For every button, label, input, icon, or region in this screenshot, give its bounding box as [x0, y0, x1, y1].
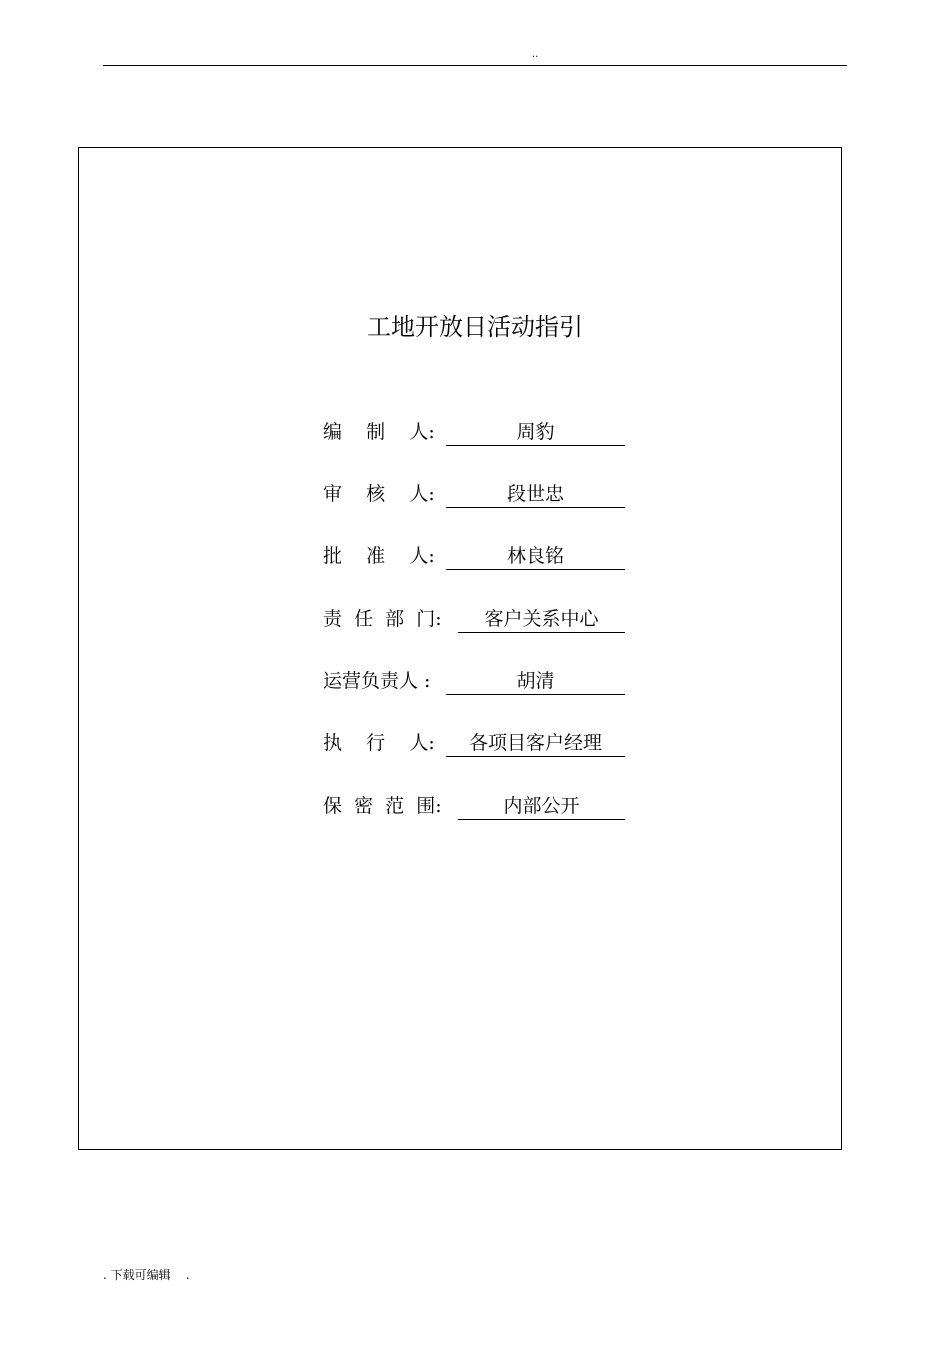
field-executor: [323, 729, 633, 757]
field-value: 客户关系中心: [484, 608, 599, 630]
field-value: 内部公开: [503, 795, 580, 817]
field-value: 各项目客户经理: [468, 732, 602, 754]
field-value: 周豹: [516, 421, 555, 443]
field-label: 批 准 人:: [323, 545, 435, 567]
cover-frame: [78, 147, 842, 1150]
header-mark: ..: [532, 49, 539, 60]
field-value: 胡清: [516, 670, 555, 692]
field-department: [323, 605, 633, 633]
field-reviewer: [323, 480, 633, 508]
field-label: 执 行 人:: [323, 732, 435, 754]
field-label: 责 任 部 门:: [323, 608, 442, 630]
document-title: 工地开放日活动指引: [367, 313, 583, 341]
field-label: 保 密 范 围:: [323, 795, 442, 817]
field-operations-lead: [323, 667, 633, 695]
field-value: 林良铭: [506, 545, 564, 567]
field-confidentiality: [323, 792, 633, 820]
field-label: 运营负责人 :: [323, 670, 431, 692]
footer-note: . 下载可编辑 .: [103, 1268, 190, 1282]
field-label: 编 制 人:: [323, 421, 435, 443]
header-rule: [103, 65, 847, 66]
field-approver: [323, 542, 633, 570]
field-value: 段世忠: [506, 483, 564, 505]
field-editor: [323, 418, 633, 446]
field-label: 审 核 人:: [323, 483, 435, 505]
